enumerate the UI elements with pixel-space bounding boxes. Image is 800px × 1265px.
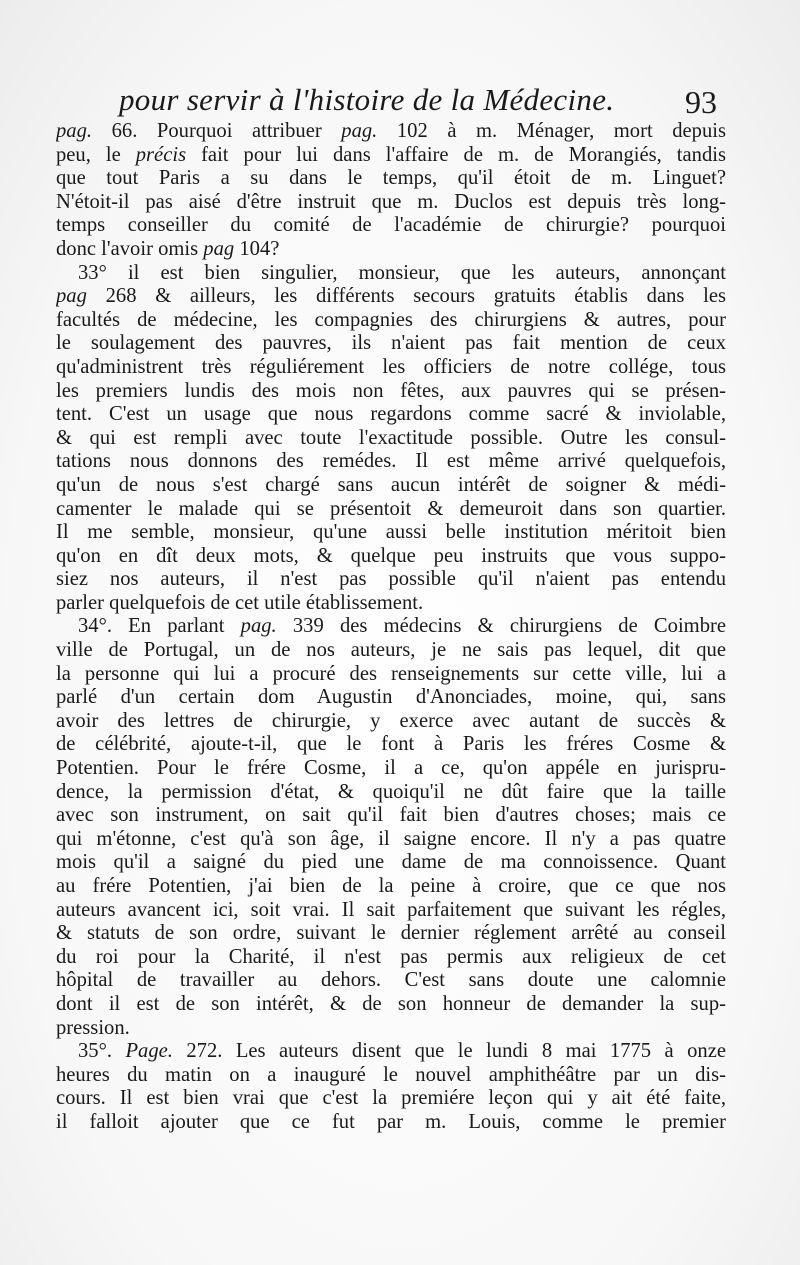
text-segment: ville de Portugal, un de nos auteurs, je ne sais pas lequel, dit que (56, 639, 726, 662)
text-line (56, 498, 726, 522)
text-segment: 33° il est bien singulier, monsieur, que les auteurs, annonçant (78, 261, 726, 284)
text-segment: au frére Potentien, j'ai bien de la peine à croire, que ce que nos (56, 875, 726, 897)
text-line (56, 686, 726, 710)
text-segment: il falloit ajouter que ce fut par m. Louis, comme le premier (56, 1110, 726, 1133)
text-line (56, 380, 726, 404)
text-line (56, 1087, 726, 1111)
text-line (56, 875, 726, 899)
text-segment: pag. (56, 120, 93, 142)
text-line (56, 521, 726, 545)
text-line (56, 710, 726, 734)
text-segment: 35°. (78, 1040, 126, 1063)
text-segment: qui m'étonne, c'est qu'à son âge, il saigne encore. Il n'y a pas quatre (56, 827, 726, 850)
text-segment: siez nos auteurs, il n'est pas possible qu'il n'aient pas entendu (56, 568, 726, 591)
text-segment: pag. (240, 615, 277, 638)
text-line (56, 757, 726, 781)
text-line (56, 1064, 726, 1088)
text-segment: 66. Pourquoi attribuer (92, 120, 342, 142)
text-line (56, 781, 726, 805)
text-segment: pression. (56, 1016, 130, 1039)
text-segment: N'étoit-il pas aisé d'être instruit que m. Duclos est depuis très long- (56, 190, 726, 213)
text-segment: temps conseiller du comité de l'académie de chirurgie? pourquoi (56, 214, 726, 237)
text-line (56, 167, 726, 191)
text-segment: Page. (125, 1040, 173, 1063)
text-segment: qu'on en dît deux mots, & quelque peu instruits que vous suppo- (56, 544, 726, 567)
text-line (56, 427, 726, 451)
text-segment: fait pour lui dans l'affaire de m. de Morangiés, tandis (186, 143, 726, 166)
page-number: 93 (685, 84, 717, 120)
text-segment: dence, la permission d'état, & quoiqu'il ne dût faire que la taille (56, 780, 726, 803)
text-segment: précis (135, 143, 187, 166)
text-line (56, 309, 726, 333)
text-segment: le soulagement des pauvres, ils n'aient pas fait mention de ceux (56, 332, 726, 355)
text-line (56, 474, 726, 498)
text-line (56, 356, 726, 380)
text-segment: Il me semble, monsieur, qu'une aussi belle institution méritoit bien (56, 521, 726, 544)
text-line (56, 285, 726, 309)
text-segment: parler quelquefois de cet utile établissement. (56, 591, 424, 614)
text-line (56, 568, 726, 592)
text-line (56, 993, 726, 1017)
text-segment: la personne qui lui a procuré des renseignements sur cette ville, lui a (56, 662, 726, 685)
text-segment: tations nous donnons des remédes. Il est même arrivé quelquefois, (56, 450, 726, 473)
text-segment: avoir des lettres de chirurgie, y exerce avec autant de succès & (56, 709, 726, 732)
text-segment: heures du matin on a inauguré le nouvel amphithéâtre par un dis- (56, 1063, 726, 1086)
text-segment: parlé d'un certain dom Augustin d'Anonciades, moine, qui, sans (56, 686, 726, 709)
text-segment: donc l'avoir omis (56, 237, 204, 260)
text-segment: pag. (341, 120, 378, 142)
text-line (56, 1111, 726, 1135)
text-line (56, 262, 726, 286)
text-line (56, 191, 726, 215)
text-segment: 268 & ailleurs, les différents secours gratuits établis dans les (86, 285, 726, 308)
text-segment: tent. C'est un usage que nous regardons comme sacré & inviolable, (56, 403, 726, 426)
text-segment: Potentien. Pour le frére Cosme, il a ce, qu'on appéle en jurispru- (56, 757, 726, 780)
text-line (56, 144, 726, 168)
text-segment: peu, le (56, 143, 136, 166)
text-line (56, 899, 726, 923)
text-segment: 102 à m. Ménager, mort depuis (377, 120, 726, 142)
text-segment: facultés de médecine, les compagnies des chirurgiens & autres, pour (56, 308, 726, 331)
text-line (56, 332, 726, 356)
text-segment: & qui est rempli avec toute l'exactitude possible. Outre les consul- (56, 426, 726, 449)
text-segment: auteurs avancent ici, soit vrai. Il sait parfaitement que suivant les régles, (56, 898, 726, 921)
text-line (56, 851, 726, 875)
page-header (115, 78, 717, 124)
text-line (56, 828, 726, 852)
text-line (56, 592, 726, 616)
text-segment: 34°. En parlant (78, 615, 241, 638)
text-segment: de célébrité, ajoute-t-il, que le font à Paris les fréres Cosme & (56, 733, 726, 756)
text-line (56, 238, 726, 262)
text-line (56, 969, 726, 993)
text-line (56, 1040, 726, 1064)
text-segment: du roi pour la Charité, il n'est pas permis aux religieux de cet (56, 945, 726, 968)
text-line (56, 214, 726, 238)
text-segment: qu'un de nous s'est chargé sans aucun intérêt de soigner & médi- (56, 473, 726, 496)
text-segment: pag (56, 285, 87, 308)
text-line (56, 1017, 726, 1041)
text-segment: pag (203, 237, 235, 260)
text-line (56, 120, 726, 144)
text-segment: & statuts de son ordre, suivant le dernier réglement arrêté au conseil (56, 922, 726, 945)
text-line (56, 946, 726, 970)
text-line (56, 804, 726, 828)
text-segment: que tout Paris a su dans le temps, qu'il étoit de m. Linguet? (56, 167, 726, 190)
text-line (56, 450, 726, 474)
running-title: pour servir à l'histoire de la Médecine. (119, 82, 615, 117)
text-segment: avec son instrument, on sait qu'il fait bien d'autres choses; mais ce (56, 804, 726, 827)
text-segment: camenter le malade qui se présentoit & demeuroit dans son quartier. (56, 497, 726, 520)
text-segment: hôpital de travailler au dehors. C'est sans doute une calomnie (56, 969, 726, 992)
text-segment: 339 des médecins & chirurgiens de Coimbre (276, 615, 726, 638)
body-text (56, 120, 726, 1135)
text-segment: qu'administrent très réguliérement les officiers de notre collége, tous (56, 355, 726, 378)
text-line (56, 663, 726, 687)
text-segment: 104? (234, 237, 280, 260)
text-line (56, 639, 726, 663)
text-segment: cours. Il est bien vrai que c'est la premiére leçon qui y ait été faite, (56, 1087, 726, 1110)
text-segment: dont il est de son intérêt, & de son honneur de demander la sup- (56, 992, 726, 1015)
text-line (56, 545, 726, 569)
text-line (56, 615, 726, 639)
text-segment: les premiers lundis des mois non fêtes, aux pauvres qui se présen- (56, 379, 726, 402)
text-line (56, 403, 726, 427)
text-segment: 272. Les auteurs disent que le lundi 8 mai 1775 à onze (172, 1040, 726, 1063)
text-line (56, 733, 726, 757)
text-segment: mois qu'il a saigné du pied une dame de ma connoissence. Quant (56, 851, 726, 874)
text-line (56, 922, 726, 946)
